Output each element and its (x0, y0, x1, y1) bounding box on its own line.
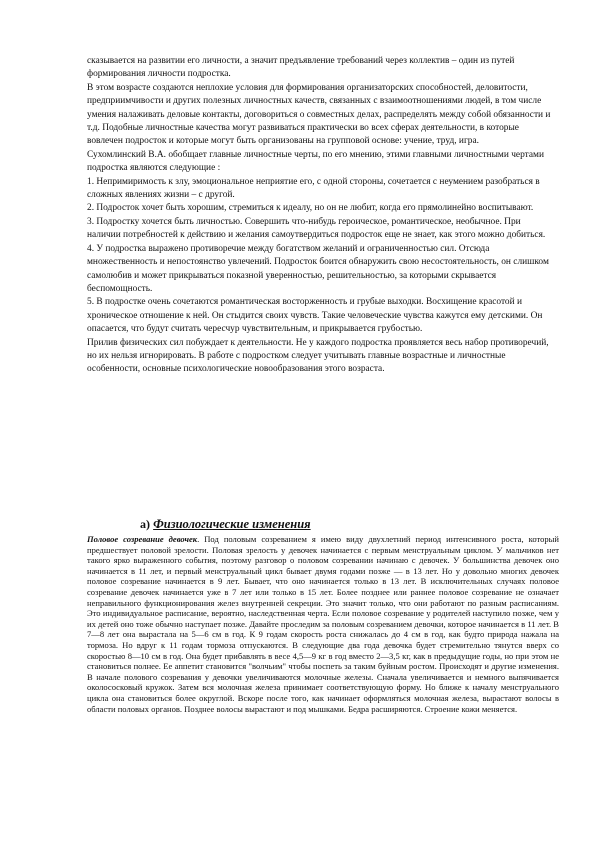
section-title: Физиологические изменения (153, 517, 311, 531)
body-text-block (87, 55, 555, 377)
section-text: . Под половым созреванием я имею виду двухлетний период интенсивного роста, который предшествует половой зрелости. Половая зрелость у девочек начинается с первым менструальным циклом. У мальчиков нет такого ярко выраженного события, поэтому разговор о половом созревании начинаю с девочек. У большинства девочек оно начинается в 11 лет, и первый менструальный цикл бывает двумя годами позже — в 13 лет. Но у довольно многих девочек половое созревание начинается в 9 лет. Бывает, что оно начинается только в 13 лет. В исключительных случаях половое созревание девочек начинается уже в 7 лет или только в 15 лет. Более позднее или раннее половое созревание не означает неправильного функционирования желез внутренней секреции. Это значит только, что они работают по разным расписаниям. Это индивидуальное расписание, вероятно, наследственная черта. Если половое созревание у родителей наступило позже, чем у их детей оно тоже обычно наступает позже. Давайте проследим за половым созреванием девочки, которое начинается в 11 лет. В 7—8 лет она вырастала на 5—6 см в год. К 9 годам скорость роста снижалась до 4 см в год, как будто природа нажала на тормоза. Но вдруг к 11 годам тормоза отпускаются. В следующие два года девочка будет стремительно тянутся вверх со скоростью 8—10 см в год. Она будет прибавлять в весе 4,5—9 кг в год вместо 2—3,5 кг, как в предыдущие годы, но при этом не становиться полнее. Ее аппетит становится "волчьим" чтобы поспеть за таким буйным ростом. Происходят и другие изменения. В начале полового созревания у девочки увеличиваются молочные железы. Сначала увеличивается и немного выпячивается околососковый кружок. Затем вся молочная железа принимает соответствующую форму. Но ближе к началу менструального цикла она становиться более округлой. Вскоре после того, как начинает оформляться молочная железа, вырастают волосы в области половых органов. Позднее волосы вырастают и под мышками. Бедра расширяются. Строение кожи меняется. (87, 534, 559, 714)
section-heading (140, 517, 520, 532)
list-item: 1. Непримиримость к злу, эмоциональное неприятие его, с одной стороны, сочетается с неумением разобраться в сложных явлениях жизни – с другой. (87, 176, 540, 201)
paragraph: сказывается на развитии его личности, а значит предъявление требований через коллектив – один из путей формирования личности подростка. (87, 56, 515, 80)
list-item: 4. У подростка выражено противоречие между богатством желаний и ограниченностью сил. Отсюда множественность и непостоянство увлечений. Подросток боится обнаружить свою несостоятельность, он слишком самолюбив и может прикрываться показной уверенностью, решительностью, за которыми скрывается беспомощность. (87, 243, 549, 294)
section-number: а) (140, 517, 150, 531)
paragraph: В этом возрасте создаются неплохие условия для формирования организаторских способностей, деловитости, предприимчивости и других полезных личностных качеств, связанных с взаимоотношениями людей, в том числе умения налаживать деловые контакты, договориться о совместных делах, распределять между собой обязанности и т.д. Подобные личностные качества могут развиваться практически во всех сферах деятельности, в которые вовлечен подросток и которые могут быть организованы на групповой основе: учение, труд, игра. (87, 82, 551, 147)
list-item: 3. Подростку хочется быть личностью. Совершить что-нибудь героическое, романтическое, необычное. При наличии потребностей к действию и желания самоутвердиться подросток еще не знает, как этого можно добиться. (87, 216, 546, 241)
list-item: 2. Подросток хочет быть хорошим, стремиться к идеалу, но он не любит, когда его прямолинейно воспитывают. (87, 203, 534, 214)
paragraph: Сухомлинский В.А. обобщает главные личностные черты, по его мнению, этими главными личностными чертами подростка являются следующие : (87, 149, 544, 174)
paragraph: Прилив физических сил побуждает к деятельности. Не у каждого подростка проявляется весь набор противоречий, но их нельзя игнорировать. В работе с подростком следует учитывать главные возрастные и личностные особенности, основные психологические новообразования этого возраста. (87, 337, 549, 375)
list-item: 5. В подростке очень сочетаются романтическая восторженность и грубые выходки. Восхищение красотой и хроническое отношение к ней. Он стыдится своих чувств. Такие человеческие чувства кажутся ему детскими. Он опасается, что будут считать чересчур чувствительным, и прикрывается грубостью. (87, 297, 543, 335)
section-body (87, 534, 559, 714)
section-lead: Половое созревание девочек (87, 534, 198, 544)
